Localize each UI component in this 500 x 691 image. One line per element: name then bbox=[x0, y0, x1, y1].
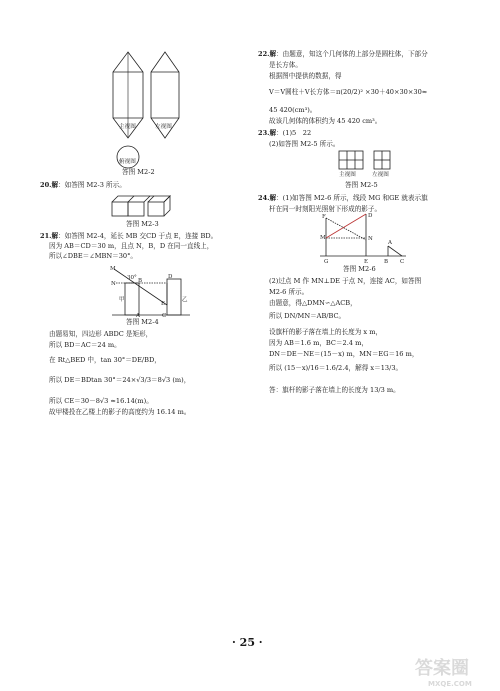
problem-24-line6: 所以 DN/MN＝AB/BC。 bbox=[269, 312, 346, 320]
fig24-yi: 乙 bbox=[182, 297, 188, 303]
left-line9: 故甲楼投在乙楼上的影子的高度约为 16.14 m。 bbox=[49, 408, 191, 416]
svg-text:F: F bbox=[322, 214, 326, 220]
fig24-M: M bbox=[110, 266, 116, 272]
fig22-left-label: 左视图 bbox=[155, 124, 172, 130]
fig24-caption: 答图 M2-4 bbox=[126, 318, 159, 326]
problem-24-line11: 答：旗杆的影子落在墙上的长度为 13/3 m。 bbox=[269, 386, 400, 394]
figure-m2-4 bbox=[110, 265, 195, 317]
fig24-N: N bbox=[111, 281, 116, 287]
fig22-caption: 答图 M2-2 bbox=[122, 168, 155, 176]
svg-text:C: C bbox=[400, 259, 405, 265]
problem-22-line3: 根据图中提供的数据，得 bbox=[269, 72, 342, 80]
watermark-logo: 答案圈 bbox=[415, 658, 469, 679]
problem-21-line3: 所以∠DBE＝∠MBN＝30°。 bbox=[49, 252, 138, 260]
left-line5: 所以 BD＝AC＝24 m。 bbox=[49, 341, 121, 349]
figure-m2-5 bbox=[338, 150, 398, 172]
figure-m2-2 bbox=[108, 50, 198, 170]
problem-24-line1: 24.解：(1)如答图 M2-6 所示，线段 MG 和GE 就表示旗 bbox=[258, 194, 428, 202]
problem-24-line7: 设旗杆的影子落在墙上的长度为 x m， bbox=[269, 328, 383, 336]
problem-24-line4: M2-6 所示。 bbox=[269, 288, 309, 296]
figure-m2-3 bbox=[110, 190, 180, 220]
problem-24-line8: 因为 AB＝1.6 m，BC＝2.4 m， bbox=[269, 339, 368, 347]
problem-22-line1: 22.解：由题意，知这个几何体的上部分是圆柱体，下部分 bbox=[258, 50, 428, 58]
problem-22-line5: 45 420(cm³)。 bbox=[269, 106, 317, 114]
left-line6: 在 Rt△BED 中，tan 30°＝DE/BD， bbox=[49, 356, 161, 364]
fig22-top-label: 俯视图 bbox=[119, 159, 136, 165]
problem-24-line2: 杆在同一时刻阳光照射下形成的影子。 bbox=[269, 205, 382, 213]
svg-text:A: A bbox=[388, 240, 392, 246]
left-line4: 由题易知，四边形 ABDC 是矩形， bbox=[49, 330, 153, 338]
fig22-front-label: 主视图 bbox=[119, 124, 136, 130]
problem-22-line6: 故该几何体的体积约为 45 420 cm³。 bbox=[269, 117, 382, 125]
fig24-B: B bbox=[138, 278, 143, 284]
problem-20: 20.解：如答图 M2-3 所示。 bbox=[40, 181, 126, 189]
fig24-E: E bbox=[161, 301, 166, 307]
fig24-jia: 甲 bbox=[119, 297, 125, 303]
problem-23-line2: (2)如答图 M2-5 所示。 bbox=[269, 140, 340, 148]
left-line7: 所以 DE＝BDtan 30°＝24×√3/3＝8√3 (m)， bbox=[49, 376, 191, 384]
problem-24-line5: 由题意，得△DMN∽△ACB， bbox=[269, 299, 357, 307]
problem-23-line1: 23.解：(1)5 22 bbox=[258, 129, 312, 137]
svg-text:D: D bbox=[368, 213, 373, 219]
problem-24-line10: 所以 (15－x)/16＝1.6/2.4，解得 x＝13/3。 bbox=[269, 364, 403, 372]
fig24-A: A bbox=[136, 313, 140, 319]
figure-m2-6 bbox=[318, 212, 410, 264]
fig24-C: C bbox=[162, 313, 167, 319]
problem-22-line2: 是长方体。 bbox=[269, 61, 302, 69]
problem-21-line2: 因为 AB＝CD＝30 m，且点 N，B，D 在同一直线上， bbox=[49, 242, 214, 250]
problem-24-line3: (2)过点 M 作 MN⊥DE 于点 N，连接 AC，如答图 bbox=[269, 277, 422, 285]
svg-text:N: N bbox=[368, 236, 373, 242]
problem-21-line1: 21.解：如答图 M2-4，延长 MB 交CD 于点 E，连接 BD。 bbox=[40, 232, 218, 240]
svg-text:E: E bbox=[364, 259, 369, 265]
problem-22-line4: V＝V圆柱＋V长方体＝π(20/2)² ×30＋40×30×30≈ bbox=[269, 88, 428, 96]
svg-text:G: G bbox=[324, 259, 329, 265]
left-line8: 所以 CE＝30－8√3 ≈16.14(m)。 bbox=[49, 397, 153, 405]
fig24-ang: 30° bbox=[127, 275, 137, 281]
page-number: · 25 · bbox=[232, 636, 263, 649]
svg-text:B: B bbox=[384, 259, 389, 265]
fig25-front-label: 主视图 bbox=[339, 172, 356, 178]
fig25-caption: 答图 M2-5 bbox=[345, 181, 378, 189]
fig23-caption: 答图 M2-3 bbox=[126, 220, 159, 228]
fig25-left-label: 左视图 bbox=[372, 172, 389, 178]
problem-24-line9: DN＝DE－NE＝(15－x) m，MN＝EG＝16 m， bbox=[269, 350, 419, 358]
fig26-caption: 答图 M2-6 bbox=[343, 265, 376, 273]
fig24-D: D bbox=[168, 274, 173, 280]
svg-text:M: M bbox=[320, 235, 326, 241]
watermark-url: MXQE.COM bbox=[428, 680, 472, 688]
